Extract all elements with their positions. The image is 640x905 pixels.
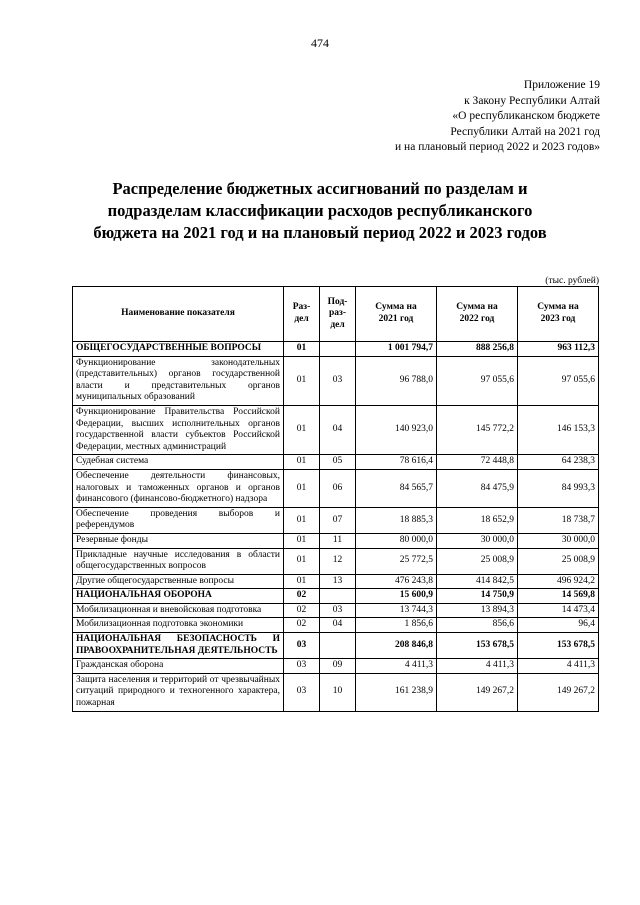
cell-name: Обеспечение деятельности финансовых, налоговых и таможенных органов и органов финансового (финансово-бюджетного) надзора <box>73 469 284 507</box>
cell-2023: 18 738,7 <box>518 507 599 533</box>
cell-2023: 96,4 <box>518 618 599 633</box>
cell-2022: 14 750,9 <box>437 589 518 604</box>
cell-section: 01 <box>284 455 320 470</box>
cell-2022: 856,6 <box>437 618 518 633</box>
cell-name: ОБЩЕГОСУДАРСТВЕННЫЕ ВОПРОСЫ <box>73 342 284 357</box>
cell-2023: 153 678,5 <box>518 633 599 659</box>
cell-section: 02 <box>284 603 320 618</box>
cell-2022: 13 894,3 <box>437 603 518 618</box>
cell-name: НАЦИОНАЛЬНАЯ БЕЗОПАСНОСТЬ И ПРАВООХРАНИТЕЛЬНАЯ ДЕЯТЕЛЬНОСТЬ <box>73 633 284 659</box>
cell-name: Обеспечение проведения выборов и референдумов <box>73 507 284 533</box>
cell-subsection: 04 <box>320 618 356 633</box>
units-label: (тыс. рублей) <box>545 276 599 286</box>
cell-subsection: 03 <box>320 356 356 405</box>
cell-2022: 414 842,5 <box>437 574 518 589</box>
title-line: Распределение бюджетных ассигнований по разделам и <box>112 179 528 198</box>
table-row <box>73 574 599 589</box>
cell-section: 03 <box>284 633 320 659</box>
table-row <box>73 469 599 507</box>
header-subsection: Под- раз- дел <box>320 287 356 342</box>
cell-name: Прикладные научные исследования в области общегосударственных вопросов <box>73 548 284 574</box>
cell-2022: 153 678,5 <box>437 633 518 659</box>
cell-subsection: 13 <box>320 574 356 589</box>
cell-subsection: 03 <box>320 603 356 618</box>
title-line: подразделам классификации расходов республиканского <box>107 201 533 220</box>
cell-2022: 30 000,0 <box>437 533 518 548</box>
cell-2023: 496 924,2 <box>518 574 599 589</box>
table-row <box>73 356 599 405</box>
cell-2022: 145 772,2 <box>437 405 518 454</box>
cell-name: Функционирование Правительства Российской Федерации, высших исполнительных органов государственной власти субъектов Российской Федерации, местных администраций <box>73 405 284 454</box>
cell-2023: 64 238,3 <box>518 455 599 470</box>
cell-section: 01 <box>284 574 320 589</box>
cell-subsection: 09 <box>320 659 356 674</box>
cell-name: Защита населения и территорий от чрезвычайных ситуаций природного и техногенного характера, пожарная <box>73 673 284 711</box>
cell-subsection: 06 <box>320 469 356 507</box>
cell-subsection: 05 <box>320 455 356 470</box>
cell-subsection: 11 <box>320 533 356 548</box>
cell-2022: 25 008,9 <box>437 548 518 574</box>
table-body <box>73 342 599 712</box>
cell-name: Мобилизационная подготовка экономики <box>73 618 284 633</box>
cell-subsection: 10 <box>320 673 356 711</box>
cell-2021: 78 616,4 <box>356 455 437 470</box>
cell-2022: 72 448,8 <box>437 455 518 470</box>
cell-2022: 84 475,9 <box>437 469 518 507</box>
appendix-line: к Закону Республики Алтай <box>464 94 600 107</box>
table-row <box>73 342 599 357</box>
appendix-line: Приложение 19 <box>523 79 600 91</box>
cell-subsection: 07 <box>320 507 356 533</box>
cell-2023: 149 267,2 <box>518 673 599 711</box>
cell-2021: 80 000,0 <box>356 533 437 548</box>
cell-2021: 84 565,7 <box>356 469 437 507</box>
cell-section: 03 <box>284 659 320 674</box>
cell-2023: 30 000,0 <box>518 533 599 548</box>
table-row <box>73 589 599 604</box>
header-2022: Сумма на 2022 год <box>437 287 518 342</box>
cell-2022: 149 267,2 <box>437 673 518 711</box>
cell-name: НАЦИОНАЛЬНАЯ ОБОРОНА <box>73 589 284 604</box>
cell-section: 01 <box>284 548 320 574</box>
cell-name: Гражданская оборона <box>73 659 284 674</box>
appendix-block <box>395 78 600 156</box>
cell-subsection <box>320 342 356 357</box>
cell-2021: 13 744,3 <box>356 603 437 618</box>
cell-subsection <box>320 633 356 659</box>
cell-section: 01 <box>284 533 320 548</box>
cell-2023: 14 569,8 <box>518 589 599 604</box>
cell-subsection: 04 <box>320 405 356 454</box>
cell-2023: 97 055,6 <box>518 356 599 405</box>
cell-2023: 25 008,9 <box>518 548 599 574</box>
cell-subsection <box>320 589 356 604</box>
cell-2022: 18 652,9 <box>437 507 518 533</box>
cell-section: 01 <box>284 342 320 357</box>
cell-2022: 4 411,3 <box>437 659 518 674</box>
table-row <box>73 548 599 574</box>
table-header-row <box>73 287 599 342</box>
cell-2023: 84 993,3 <box>518 469 599 507</box>
cell-2021: 1 001 794,7 <box>356 342 437 357</box>
appendix-line: и на плановый период 2022 и 2023 годов» <box>395 141 600 153</box>
table-row <box>73 633 599 659</box>
table-row <box>73 405 599 454</box>
cell-2021: 18 885,3 <box>356 507 437 533</box>
page-number: 474 <box>311 36 329 50</box>
cell-section: 02 <box>284 589 320 604</box>
document-title <box>60 178 580 244</box>
cell-section: 01 <box>284 469 320 507</box>
cell-2021: 208 846,8 <box>356 633 437 659</box>
cell-section: 01 <box>284 507 320 533</box>
header-2021: Сумма на 2021 год <box>356 287 437 342</box>
table-row <box>73 659 599 674</box>
cell-name: Мобилизационная и вневойсковая подготовка <box>73 603 284 618</box>
title-line: бюджета на 2021 год и на плановый период 2022 и 2023 годов <box>93 223 547 242</box>
cell-2021: 25 772,5 <box>356 548 437 574</box>
appendix-line: Республики Алтай на 2021 год <box>450 125 600 138</box>
cell-section: 01 <box>284 356 320 405</box>
table-row <box>73 455 599 470</box>
cell-2021: 140 923,0 <box>356 405 437 454</box>
cell-2021: 4 411,3 <box>356 659 437 674</box>
cell-2021: 15 600,9 <box>356 589 437 604</box>
table-row <box>73 507 599 533</box>
cell-2023: 14 473,4 <box>518 603 599 618</box>
header-2023: Сумма на 2023 год <box>518 287 599 342</box>
cell-2022: 97 055,6 <box>437 356 518 405</box>
cell-section: 02 <box>284 618 320 633</box>
cell-name: Другие общегосударственные вопросы <box>73 574 284 589</box>
table-row <box>73 618 599 633</box>
cell-2021: 96 788,0 <box>356 356 437 405</box>
cell-subsection: 12 <box>320 548 356 574</box>
cell-2022: 888 256,8 <box>437 342 518 357</box>
table-row <box>73 603 599 618</box>
budget-table <box>72 286 599 712</box>
cell-2023: 146 153,3 <box>518 405 599 454</box>
header-name: Наименование показателя <box>73 287 284 342</box>
cell-name: Функционирование законодательных (представительных) органов государственной власти и представительных органов муниципальных образований <box>73 356 284 405</box>
cell-section: 03 <box>284 673 320 711</box>
table-row <box>73 533 599 548</box>
cell-section: 01 <box>284 405 320 454</box>
table-row <box>73 673 599 711</box>
cell-2023: 963 112,3 <box>518 342 599 357</box>
appendix-line: «О республиканском бюджете <box>452 110 600 122</box>
cell-2021: 161 238,9 <box>356 673 437 711</box>
cell-name: Резервные фонды <box>73 533 284 548</box>
cell-2021: 1 856,6 <box>356 618 437 633</box>
cell-name: Судебная система <box>73 455 284 470</box>
cell-2021: 476 243,8 <box>356 574 437 589</box>
cell-2023: 4 411,3 <box>518 659 599 674</box>
header-section: Раз- дел <box>284 287 320 342</box>
